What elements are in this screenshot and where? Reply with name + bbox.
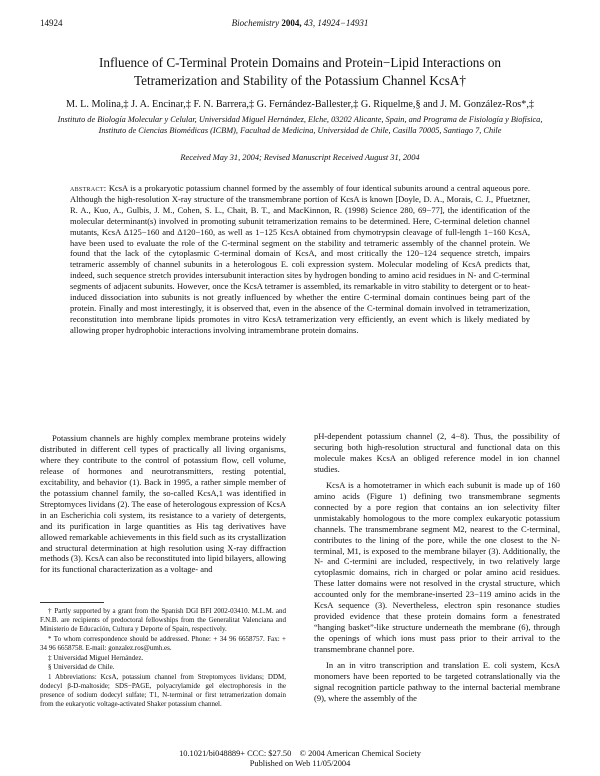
- abstract-text: KcsA is a prokaryotic potassium channel formed by the assembly of four identical subunits around a central aqueous pore. Although the high-resolution X-ray structure of the transmembrane portion of KcsA is known [Doyle, D. A., Morais, C. J., Pfuetzner, R. A., Kuo, A., Gulbis, J. M., Cohen, S. L., Chait, B. T., and MacKinnon, R. (1998) Science 280, 69−77], the identification of the molecular determinant(s) involved in promoting subunit tetramerization remains to be determined. Here, C-terminal deletion channel mutants, KcsA Δ125−160 and Δ120−160, as well as 1−125 KcsA obtained from chymotrypsin cleavage of full-length 1−160 KcsA, have been used to evaluate the role of the C-terminal segment on the stability and tetrameric assembly of the channel protein. We found that the lack of the cytoplasmic C-terminal domain of KcsA, and most critically the 120−124 sequence stretch, impairs tetrameric assembly of channel subunits in a heterologous E. coli expression system. Molecular modeling of KcsA predicts that, indeed, such sequence stretch provides intersubunit interaction sites by hydrogen bonding to amino acid residues in N- and C-terminal segments of adjacent subunits. However, once the KcsA tetramer is assembled, its remarkable in vitro stability to detergent or to heat-induced dissociation into subunits is not greatly influenced by whether the entire C-terminal domain continues being part of the protein. Finally and most interestingly, it is observed that, even in the absence of the C-terminal domain involved in tetramerization, reconstitution into membrane lipids promotes in vitro KcsA tetramerization very efficiently, an event which is likely mediated by allowing proper hydrophobic interactions involving intramembrane protein domains.: [70, 183, 530, 335]
- body-paragraph: In an in vitro transcription and translation E. coli system, KcsA monomers have been reported to be targeted cotranslationally via the signal recognition particle pathway to the internal bacterial membrane (9), where the assembly of the: [314, 660, 560, 703]
- page-footer: [40, 749, 560, 769]
- doi-copyright-line: 10.1021/bi048889+ CCC: $27.50 © 2004 American Chemical Society: [179, 749, 421, 758]
- journal-citation: [40, 17, 560, 29]
- abstract-label: abstract:: [70, 183, 107, 193]
- journal-pages: 14924−14931: [317, 18, 369, 28]
- running-header: [40, 17, 560, 29]
- abstract: [70, 183, 530, 336]
- footnote-correspondence: * To whom correspondence should be addressed. Phone: + 34 96 6658757. Fax: + 34 96 6658758. E-mail: gonzalez.ros@umh.es.: [40, 634, 286, 652]
- author-list: M. L. Molina,‡ J. A. Encinar,‡ F. N. Barrera,‡ G. Fernández-Ballester,‡ G. Riquelme,§ and J. M. González-Ros*,‡: [65, 99, 535, 110]
- journal-name: Biochemistry: [231, 18, 280, 28]
- body-paragraph: Potassium channels are highly complex membrane proteins widely distributed in different cell types of practically all living organisms, where they contribute to the control of potassium flow, cell volume, release of hormones and neurotransmitters, resting potential, excitability, and behavior (1). Back in 1995, a rather simple member of the potassium channel family, the so-called KcsA,1 was identified in Streptomyces lividans (2). The ease of heterologous expression of KcsA in an Escherichia coli system, its resistance to a variety of detergents, and its purification in large quantities as His tag derivatives have allowed remarkable achievements in this field such as its crystallization and structural determination at high resolution using X-ray diffraction methods (3). KcsA can also be reconstituted into lipid bilayers, allowing for its functional characterization as a voltage- and: [40, 433, 286, 575]
- footnote-affiliation-umh: ‡ Universidad Miguel Hernández.: [48, 653, 144, 662]
- footnotes: [40, 607, 286, 710]
- footnote-rule: [40, 602, 104, 603]
- publication-date: Published on Web 11/05/2004: [249, 759, 351, 768]
- journal-year: 2004,: [281, 18, 302, 28]
- body-column-right: [314, 431, 560, 704]
- page-number: 14924: [40, 18, 63, 28]
- affiliations: Instituto de Biología Molecular y Celular, Universidad Miguel Hernández, Elche, 03202 Alicante, Spain, and Programa de Fisiología y Biofísica, Instituto de Ciencias Biomédicas (ICBM), Facultad de Medicina, Universidad de Chile, Casilla 70005, Santiago 7, Chile: [57, 115, 543, 135]
- body-paragraph: KcsA is a homotetramer in which each subunit is made up of 160 amino acids (Figure 1) defining two transmembrane segments connected by a pore region that contains an ion selectivity filter unmistakably homologous to the more complex eukaryotic potassium channels. The transmembrane segment M2, nearest to the C-terminal, contributes to the lining of the pore, while the one closest to the N-terminal, M1, is exposed to the membrane bilayer (3). Additionally, the N- and C-termini are included, respectively, in two relatively large cytoplasmic domains, rich in charged or polar amino acid residues. These latter domains were not resolved in the crystal structure, which accounted only for the membrane-inserted 23−119 amino acids in the KcsA sequence (3). Nevertheless, electron spin resonance studies provided evidence that these protein domains form a fenestrated “hanging basket”-like structure underneath the membrane (6), through the openings of which ions must pass prior to their arrival to the transmembrane channel pore.: [314, 479, 560, 655]
- body-paragraph: pH-dependent potassium channel (2, 4−8). Thus, the possibility of securing both high-resolution structural and functional data on this molecule makes KcsA an obliged reference model in ion channel studies.: [314, 431, 560, 474]
- journal-volume: 43,: [303, 18, 316, 28]
- article-title: Influence of C-Terminal Protein Domains and Protein−Lipid Interactions on Tetramerization and Stability of the Potassium Channel KcsA†: [98, 55, 502, 88]
- footnote-abbreviations: 1 Abbreviations: KcsA, potassium channel from Streptomyces lividans; DDM, dodecyl β-D-maltoside; SDS−PAGE, polyacrylamide gel electrophoresis in the presence of sodium dodecyl sulfate; T1, N-terminal or first tetramerization domain from the eukaryotic voltage-activated Shaker potassium channel.: [40, 673, 286, 709]
- footnote-affiliation-chile: § Universidad de Chile.: [48, 663, 115, 672]
- body-column-left: [40, 433, 286, 575]
- received-dates: Received May 31, 2004; Revised Manuscript Received August 31, 2004: [180, 153, 420, 162]
- footnote-funding: † Partly supported by a grant from the Spanish DGI BFI 2002-03410. M.L.M. and F.N.B. are recipients of predoctoral fellowships from the Generalitat Valenciana and Ministerio de Educación, Cultura y Deporte of Spain, respectively.: [40, 607, 286, 633]
